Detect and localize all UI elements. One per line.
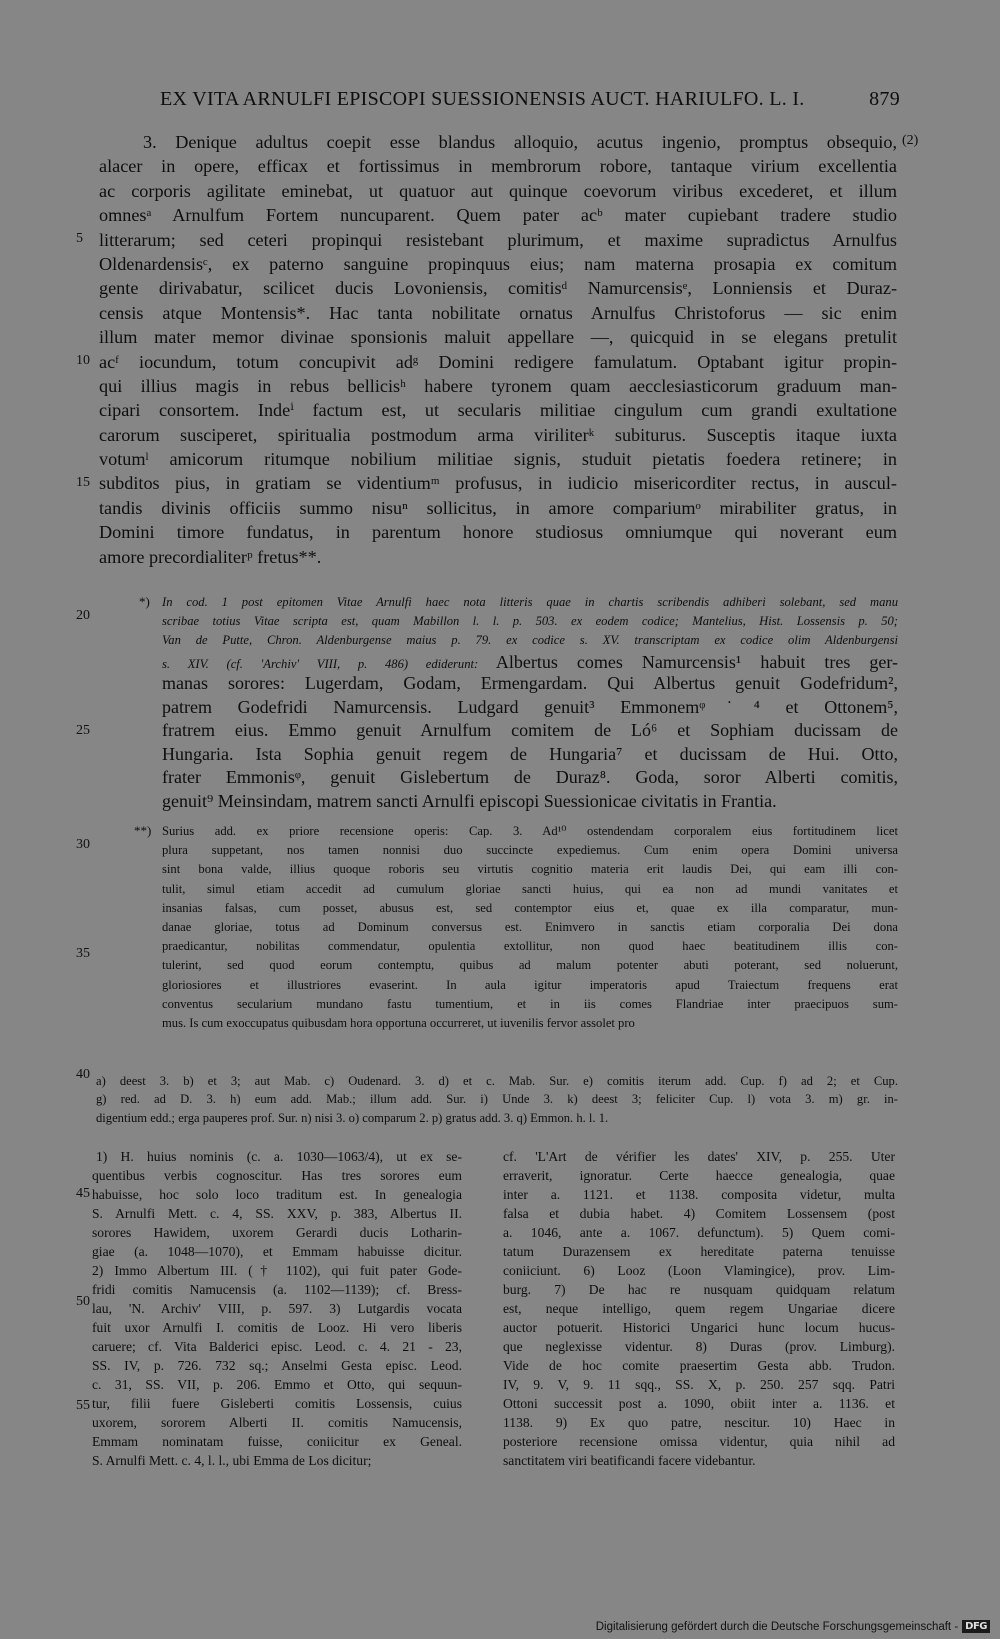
note-line: S. Arnulfi Mett. c. 4, SS. XXV, p. 383, Albertus II.	[92, 1206, 462, 1221]
running-title: EX VITA ARNULFI EPISCOPI SUESSIONENSIS AUCT. HARIULFO. L. I.	[160, 88, 805, 110]
side-note-marker: (2)	[902, 133, 919, 148]
footnote-line: mus. Is cum exoccupatus quibusdam hora opportuna occurreret, ut iuvenilis fervor assolet pro	[162, 1015, 635, 1030]
footnote-star	[162, 593, 898, 815]
note-line: posteriore recensione omissa videntur, quia nihil ad	[503, 1434, 895, 1449]
text-line: qui illius magis in rebus bellicisʰ habere tyronem quam aecclesiasticorum graduum man-	[99, 375, 897, 396]
footnote-line: gloriosiores et illustriores evaserint. In aula igitur imperatoris apud Traiectum frequens erat	[162, 977, 898, 992]
note-line: Ottoni successit post a. 1090, obiit inter a. 1136. et	[503, 1396, 895, 1411]
funding-footer	[596, 1620, 990, 1633]
note-line: Emmam nominatam fuisse, coniicitur ex Geneal.	[92, 1434, 462, 1449]
footnote-line: conventus secularium mundano fastu tumentium, et in iis comes Flandriae inter praecipuos sum-	[162, 996, 898, 1011]
note-line: uxorem, sororem Alberti II. comitis Namucensis,	[92, 1415, 462, 1430]
text-line: carorum susciperet, spiritualia postmodum arma viriliterᵏ subiturus. Susceptis itaque iuxta	[99, 424, 897, 445]
critical-apparatus	[92, 1072, 898, 1127]
footnote-line: plura suppetant, nos tamen nonnisi duo succincte expediemus. Cum enim opera Domini universa	[162, 843, 898, 858]
note-line: auctor potuerit. Historici Ungarici hunc locum hucus-	[503, 1320, 895, 1335]
line-number: 5	[76, 231, 83, 246]
line-number: 50	[76, 1294, 90, 1309]
note-line: fridi comitis Namucensis (a. 1102—1139); cf. Bress-	[92, 1282, 462, 1297]
note-line: S. Arnulfi Mett. c. 4, l. l., ubi Emma de Los dicitur;	[92, 1453, 372, 1468]
note-line: SS. IV, p. 726. 732 sq.; Anselmi Gesta episc. Leod.	[92, 1358, 462, 1373]
apparatus-line: g) red. ad D. 3. h) eum add. Mab.; illum add. Sur. i) Unde 3. k) deest 3; feliciter Cup. l) vota 3. m) gr. in-	[96, 1092, 898, 1107]
footnote-line	[162, 631, 898, 650]
text-line: omnesᵃ Arnulfum Fortem nuncuparent. Quem pater acᵇ mater cupiebant tradere studio	[99, 205, 897, 226]
footnote-line: fratrem eius. Emmo genuit Arnulfum comitem de Ló⁶ et Sophiam ducissam de	[162, 720, 898, 741]
line-number: 30	[76, 837, 90, 852]
text-line: illum mater memor divinae sponsionis maluit appellare —, quicquid in se elegans pretulit	[99, 327, 897, 348]
footnote-line-text-big: Albertus comes Namurcensis¹ habuit tres ger-	[495, 651, 898, 672]
note-line: quentibus verbis cognoscitur. Has tres sorores eum	[92, 1168, 462, 1183]
note-line: tatum Durazensem ex hereditate paterna tenuisse	[503, 1244, 895, 1259]
line-number: 45	[76, 1186, 90, 1201]
note-line: habuisse, hoc solo loco traditum est. In genealogia	[92, 1187, 462, 1202]
footnote-line: tulerint, sed quod eorum contemptu, quibus ad malum potenter abuti poterant, sed noluerunt,	[162, 958, 898, 973]
footnote-line: praedicantur, nobilitas commendatur, opulentia extollitur, non quod haec beatitudinem illis con-	[162, 939, 898, 954]
footnote-star-mark: *)	[139, 594, 150, 609]
text-line: subditos pius, in gratiam se videntiumᵐ profusus, in iudicio misericorditer rectus, in auscul-	[99, 473, 897, 494]
text-line: alacer in opere, efficax et fortissimus in membrorum robore, tantaque virium excellentia	[99, 156, 897, 177]
dfg-logo-icon[interactable]: DFG	[962, 1620, 990, 1633]
footnote-line: danae gloriae, totus ad Dominum conversus est. Enimvero in sanctis etiam corporalia Dei dona	[162, 919, 898, 934]
footnote-line	[162, 593, 898, 612]
notes-right-column	[503, 1147, 895, 1470]
note-line: tur, filii fuere Gisleberti comitis Lossensis, cuius	[92, 1396, 462, 1411]
note-line: a. 1046, ante a. 1067. defunctum). 5) Quem comi-	[503, 1225, 895, 1240]
line-number: 40	[76, 1067, 90, 1082]
text-line: Domini timore fundatus, in parentum honore studiosus omniumque qui noverant eum	[99, 522, 897, 543]
line-number: 55	[76, 1398, 90, 1413]
note-line: que neglexisse videntur. 8) Duras (prov. Limburg).	[503, 1339, 895, 1354]
footnote-line-text: scribae totius Vitae scripta est, quam Mabillon l. l. p. 503. ex eodem codice; Mantelius, Hist. Lossensis p. 50;	[162, 614, 898, 629]
text-line: tandis divinis officiis summo nisuⁿ sollicitus, in amore compariumᵒ mirabiliter gratus, in	[99, 497, 897, 518]
line-number: 15	[76, 475, 90, 490]
footnote-double-star	[162, 822, 898, 1033]
note-line: est, neque intelligo, quem regem Ungariae dicere	[503, 1301, 895, 1316]
line-number: 20	[76, 608, 90, 623]
text-line: amore precordialiterᵖ fretus**.	[99, 546, 322, 567]
text-line: litterarum; sed ceteri propinqui resistebant plurimum, et maxime supradictus Arnulfus	[99, 229, 897, 250]
note-line: caruere; cf. Vita Balderici episc. Leod. c. 4. 21 - 23,	[92, 1339, 462, 1354]
text-line: acᶠ iocundum, totum concupivit adᵍ Domini redigere famulatum. Optabant igitur propin-	[99, 351, 897, 372]
footnote-line	[162, 612, 898, 631]
text-line: cipari consortem. Indeⁱ factum est, ut secularis militiae cingulum cum grandi exultatione	[99, 400, 897, 421]
footnote-line: frater Emmonisᵠ, genuit Gislebertum de Duraz⁸. Goda, soror Alberti comitis,	[162, 767, 898, 788]
note-line: 1138. 9) Ex quo patre, nescitur. 10) Haec in	[503, 1415, 895, 1430]
footnote-line: manas sorores: Lugerdam, Godam, Ermengardam. Qui Albertus genuit Godefridum²,	[162, 673, 898, 694]
text-line: gente dirivabatur, scilicet ducis Lovoniensis, comitisᵈ Namurcensisᵉ, Lonniensis et Duraz-	[99, 278, 897, 299]
page-number: 879	[869, 88, 900, 110]
note-line: 2) Immo Albertum III. († 1102), qui fuit pater Gode-	[92, 1263, 462, 1278]
note-line: burg. 7) De hac re nusquam quidquam relatum	[503, 1282, 895, 1297]
text-line: 3. Denique adultus coepit esse blandus alloquio, acutus ingenio, promptus obsequio,	[143, 132, 897, 152]
note-line: giae (a. 1048—1070), et Emmam habuisse dicitur.	[92, 1244, 462, 1259]
main-text	[99, 130, 897, 569]
line-number: 25	[76, 723, 90, 738]
note-line: sanctitatem viri beatificandi facere videbantur.	[503, 1453, 756, 1468]
note-line: 1) H. huius nominis (c. a. 1030—1063/4), ut ex se-	[96, 1149, 462, 1164]
footnote-line: Hungaria. Ista Sophia genuit regem de Hungaria⁷ et ducissam de Hui. Otto,	[162, 743, 898, 764]
text-line: votumˡ amicorum ritumque nobilium militiae signis, studuit pietatis foedera retinere; in	[99, 449, 897, 470]
footnote-line-text: s. XIV. (cf. 'Archiv' VIII, p. 486) ediderunt:	[162, 656, 479, 671]
notes-left-column	[92, 1147, 462, 1470]
note-line: fuit uxor Arnulfi I. comitis de Looz. Hi vero liberis	[92, 1320, 462, 1335]
footnote-line: genuit⁹ Meinsindam, matrem sancti Arnulfi episcopi Suessionicae civitatis in Frantia.	[162, 790, 777, 811]
apparatus-line: a) deest 3. b) et 3; aut Mab. c) Oudenard. 3. d) et c. Mab. Sur. e) comitis iterum add. Cup. f) ad 2; et Cup.	[96, 1074, 898, 1088]
note-line: erraverit, ignoratur. Certe haecce genealogia, quae	[503, 1168, 895, 1183]
footnote-line: tulit, simul etiam accedit ad cumulum gloriae sancti huius, qui ea non ad mundi vanitates et	[162, 881, 898, 896]
apparatus-line: digentium edd.; erga pauperes prof. Sur. n) nisi 3. o) comparum 2. p) gratus add. 3. q) Emmon. h. l. 1.	[96, 1110, 609, 1125]
footnote-double-star-mark: **)	[134, 823, 152, 838]
note-line: inter a. 1121. et 1138. composita videtur, multa	[503, 1187, 895, 1202]
note-line: Vide de hoc comite praesertim Gesta abb. Trudon.	[503, 1358, 895, 1373]
note-line: sorores Hawidem, uxorem Gerardi ducis Lotharin-	[92, 1225, 462, 1240]
line-number: 35	[76, 946, 90, 961]
note-line: c. 31, SS. VII, p. 206. Emmo et Otto, qui sequun-	[92, 1377, 462, 1392]
footnote-line: insanias falsas, cum posset, abusus est, sed contemptor eius et, quae ex illa comparatur, mun-	[162, 900, 898, 915]
footnote-line: Surius add. ex priore recensione operis: Cap. 3. Ad¹⁰ ostendendam corporalem eius fortitudinem licet	[162, 824, 898, 838]
note-line: falsa et dubia habet. 4) Comitem Lossensem (post	[503, 1206, 895, 1221]
footnote-line: sint bona valde, illius quoque roboris seu virtutis cognitio materia erit laudis Dei, qui eam illi con-	[162, 862, 898, 877]
line-number: 10	[76, 353, 90, 368]
note-line: lau, 'N. Archiv' VIII, p. 597. 3) Lutgardis vocata	[92, 1301, 462, 1316]
footnote-line-text: In cod. 1 post epitomen Vitae Arnulfi haec nota litteris quae in chartis scribendis adhiberi solebant, sed manu	[162, 595, 898, 609]
footer-text: Digitalisierung gefördert durch die Deutsche Forschungsgemeinschaft -	[595, 1620, 959, 1633]
footnote-line-text: Van de Putte, Chron. Aldenburgense maius p. 79. ex codice s. XV. transcriptam ex codice olim Aldenburgensi	[162, 633, 898, 648]
text-line: ac corporis agilitate eminebat, ut quatuor aut quinque coevorum viribus excederet, et illum	[99, 180, 897, 201]
text-line: Oldenardensisᶜ, ex paterno sanguine propinquus eius; nam materna prosapia ex comitum	[99, 253, 897, 274]
footnote-line-mixed	[162, 651, 898, 675]
note-line: cf. 'L'Art de vérifier les dates' XIV, p. 255. Uter	[503, 1149, 895, 1164]
note-line: coniiciunt. 6) Looz (Loon Vlamingice), prov. Lim-	[503, 1263, 895, 1278]
footnote-line: patrem Godefridi Namurcensis. Ludgard genuit³ Emmonemᵠ˙⁴ et Ottonem⁵,	[162, 696, 898, 717]
note-line: IV, 9. V, 9. 11 sqq., SS. X, p. 250. 257 sqq. Patri	[503, 1377, 895, 1392]
text-line: censis atque Montensis*. Hac tanta nobilitate ornatus Arnulfus Christoforus — sic enim	[99, 302, 897, 323]
